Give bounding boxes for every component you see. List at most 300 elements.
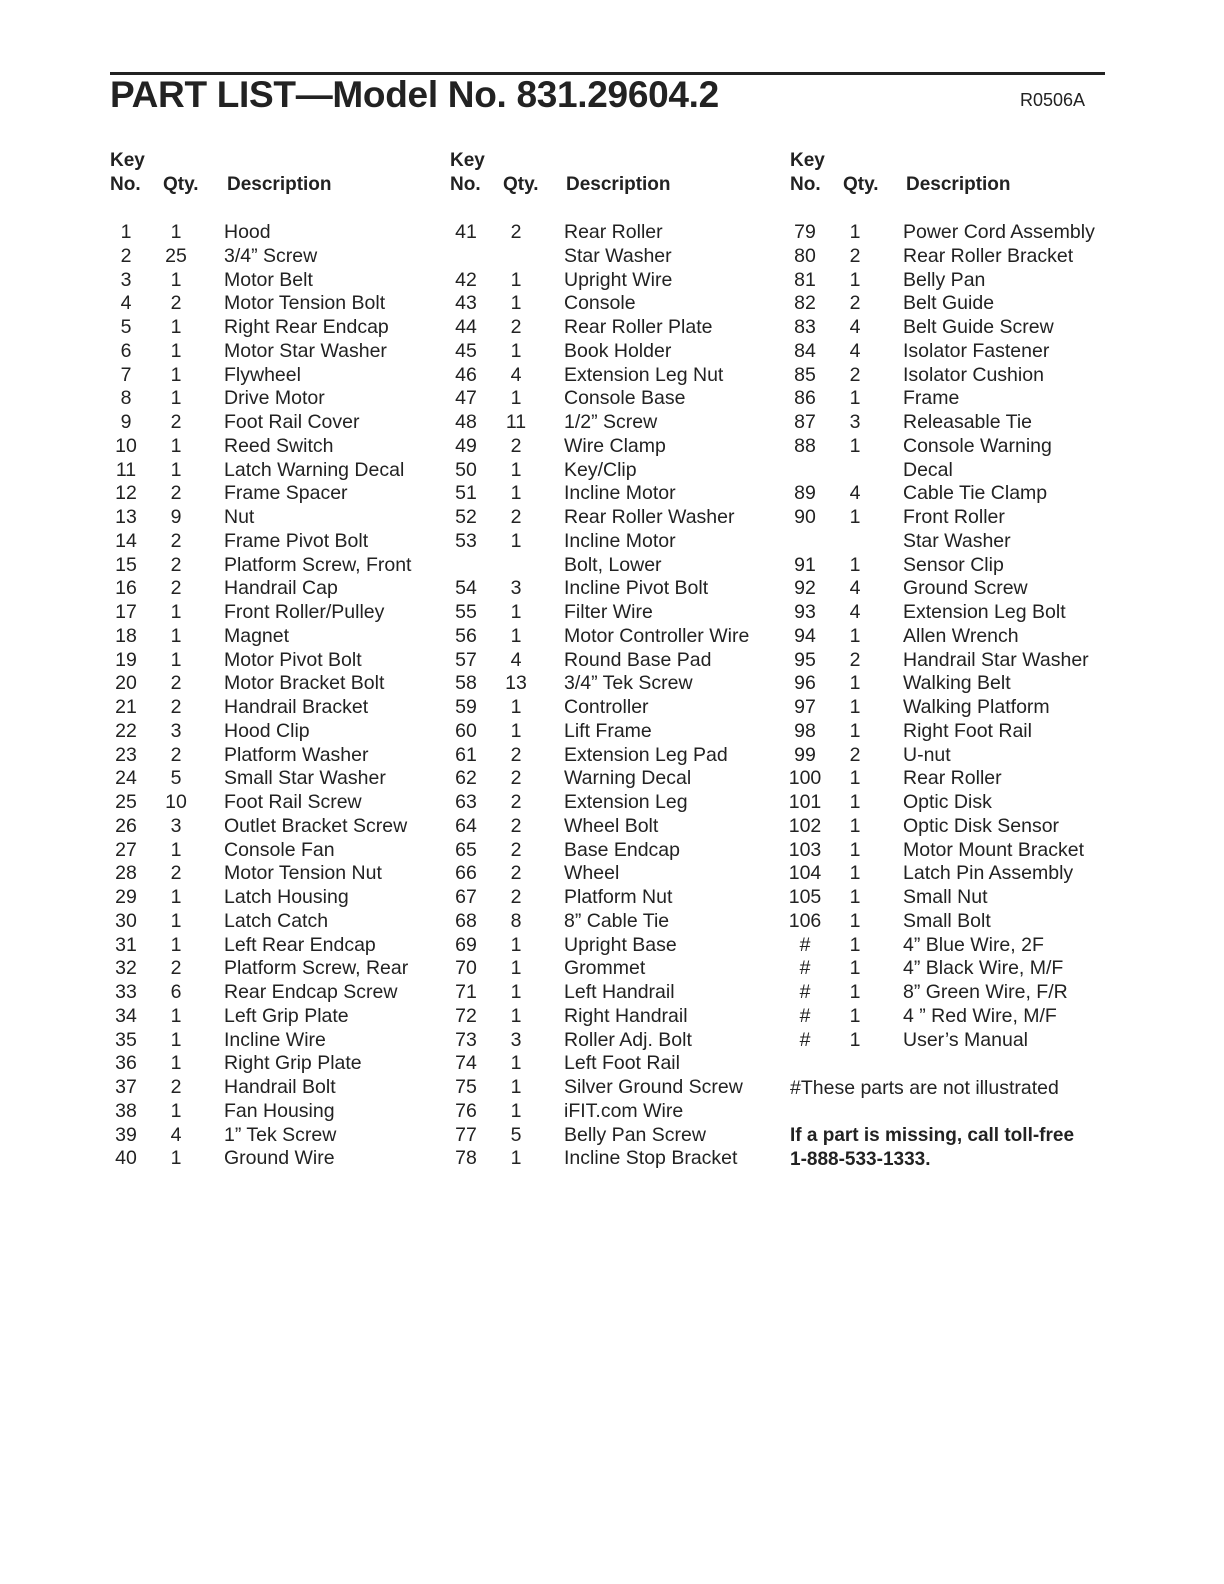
part-key-no: 36: [115, 1052, 137, 1075]
part-description: 3/4” Screw: [224, 244, 318, 267]
part-description: Upright Base: [564, 933, 677, 956]
part-key-no: 62: [455, 767, 477, 790]
part-qty: 1: [170, 909, 182, 932]
part-description: Console Warning: [903, 434, 1052, 457]
part-qty: 2: [170, 696, 182, 718]
part-description: Small Bolt: [903, 909, 991, 932]
part-qty: 13: [505, 672, 527, 695]
part-qty: 1: [849, 221, 861, 243]
part-key-no: 102: [788, 814, 822, 837]
part-key-no: 77: [455, 1123, 477, 1146]
part-key-no: 22: [115, 719, 137, 742]
part-qty: 1: [849, 1028, 861, 1051]
col3-header-no: No.: [790, 174, 821, 195]
part-key-no: 59: [455, 696, 477, 718]
part-key-no: 14: [115, 529, 137, 552]
part-qty: 9: [170, 506, 182, 528]
part-key-no: 101: [788, 791, 822, 813]
part-qty: 1: [849, 814, 861, 837]
part-description: Extension Leg Pad: [564, 743, 728, 766]
part-description: 1” Tek Screw: [224, 1123, 337, 1146]
part-qty: 2: [170, 1076, 182, 1098]
part-qty: 1: [510, 1076, 522, 1098]
part-key-no: 16: [115, 577, 137, 600]
part-description: Console Fan: [224, 838, 335, 861]
part-qty: 1: [849, 957, 861, 980]
part-key-no: 64: [455, 814, 477, 837]
part-description: Belly Pan: [903, 268, 986, 291]
part-qty: 2: [510, 862, 522, 885]
part-qty: 1: [849, 981, 861, 1003]
missing-part-note: If a part is missing, call toll-free: [790, 1125, 1075, 1146]
part-description: Platform Washer: [224, 743, 369, 766]
part-key-no: 100: [788, 767, 822, 790]
part-description: Rear Endcap Screw: [224, 981, 398, 1003]
part-key-no: 99: [794, 743, 816, 766]
part-description: Frame Spacer: [224, 482, 348, 505]
part-qty: 1: [510, 292, 522, 315]
part-qty: 1: [170, 1147, 182, 1170]
part-description: User’s Manual: [903, 1028, 1028, 1051]
part-key-no: 66: [455, 862, 477, 885]
part-description: Round Base Pad: [564, 648, 712, 671]
part-qty: 4: [849, 601, 861, 623]
part-qty: 4: [849, 482, 861, 505]
part-description: Rear Roller Washer: [564, 506, 735, 528]
part-description: Platform Screw, Rear: [224, 957, 409, 980]
part-qty: 1: [170, 387, 182, 410]
part-qty: 1: [170, 339, 182, 362]
part-description: Bolt, Lower: [564, 553, 662, 576]
part-key-no: 35: [115, 1028, 137, 1051]
part-key-no: 92: [794, 577, 816, 600]
part-qty: 2: [510, 791, 522, 813]
part-qty: 2: [170, 672, 182, 695]
part-key-no: 45: [455, 339, 477, 362]
part-key-no: 15: [115, 553, 137, 576]
part-qty: 1: [510, 981, 522, 1003]
part-qty: 1: [510, 458, 522, 481]
part-qty: 1: [170, 316, 182, 338]
part-key-no: 20: [115, 672, 137, 695]
part-key-no: #: [799, 933, 811, 956]
part-description: Incline Pivot Bolt: [564, 577, 709, 600]
part-key-no: 25: [115, 791, 137, 813]
part-qty: 1: [849, 624, 861, 647]
part-description: U-nut: [903, 743, 951, 766]
part-qty: 2: [849, 648, 861, 671]
part-qty: 1: [510, 957, 522, 980]
part-key-no: 1: [120, 221, 132, 243]
part-description: Nut: [224, 506, 255, 528]
part-key-no: 74: [455, 1052, 477, 1075]
part-key-no: 5: [120, 316, 132, 338]
part-qty: 6: [170, 981, 182, 1003]
part-key-no: 97: [794, 696, 816, 718]
part-qty: 2: [510, 814, 522, 837]
part-key-no: 106: [788, 909, 822, 932]
part-description: Book Holder: [564, 339, 672, 362]
part-description: Small Nut: [903, 886, 988, 908]
part-description: Rear Roller Plate: [564, 316, 713, 338]
part-description: Warning Decal: [564, 767, 692, 790]
part-description: Front Roller/Pulley: [224, 601, 385, 623]
part-qty: 1: [170, 1028, 182, 1051]
part-qty: 2: [510, 506, 522, 528]
part-key-no: 2: [120, 244, 132, 267]
col3-header-key: Key: [790, 150, 825, 171]
part-qty: 1: [170, 838, 182, 861]
part-qty: 5: [170, 767, 182, 790]
part-key-no: 93: [794, 601, 816, 623]
part-qty: 2: [510, 886, 522, 908]
part-description: Decal: [903, 458, 953, 481]
part-description: Belly Pan Screw: [564, 1123, 706, 1146]
part-description: Motor Mount Bracket: [903, 838, 1084, 861]
part-key-no: 28: [115, 862, 137, 885]
part-key-no: 33: [115, 981, 137, 1003]
part-key-no: 76: [455, 1099, 477, 1122]
part-qty: 2: [170, 292, 182, 315]
part-key-no: 34: [115, 1004, 137, 1027]
part-description: Latch Housing: [224, 886, 349, 908]
part-qty: 2: [849, 292, 861, 315]
part-qty: 1: [170, 363, 182, 386]
part-qty: 1: [849, 387, 861, 410]
part-description: Isolator Cushion: [903, 363, 1044, 386]
part-key-no: 71: [455, 981, 477, 1003]
part-description: 3/4” Tek Screw: [564, 672, 693, 695]
part-description: Upright Wire: [564, 268, 673, 291]
part-description: Rear Roller Bracket: [903, 244, 1074, 267]
part-qty: 3: [170, 814, 182, 837]
part-description: Flywheel: [224, 363, 301, 386]
part-qty: 1: [510, 339, 522, 362]
col2-header-key: Key: [450, 150, 485, 171]
part-qty: 2: [510, 743, 522, 766]
part-description: Fan Housing: [224, 1099, 335, 1122]
part-description: Incline Motor: [564, 529, 676, 552]
part-key-no: 43: [455, 292, 477, 315]
part-key-no: #: [799, 1004, 811, 1027]
part-key-no: 67: [455, 886, 477, 908]
part-description: Extension Leg Bolt: [903, 601, 1066, 623]
part-qty: 1: [849, 434, 861, 457]
toll-free-number: 1-888-533-1333.: [790, 1149, 931, 1170]
part-qty: 1: [510, 1052, 522, 1075]
part-description: Releasable Tie: [903, 411, 1032, 433]
part-key-no: 4: [120, 292, 132, 315]
part-key-no: 18: [115, 624, 137, 647]
part-qty: 1: [510, 933, 522, 956]
part-key-no: 72: [455, 1004, 477, 1027]
part-qty: 1: [170, 933, 182, 956]
part-key-no: 78: [455, 1147, 477, 1170]
part-description: Star Washer: [564, 244, 672, 267]
part-description: 8” Cable Tie: [564, 909, 670, 932]
part-qty: 2: [510, 838, 522, 861]
part-description: Right Handrail: [564, 1004, 688, 1027]
part-description: Extension Leg: [564, 791, 688, 813]
part-qty: 4: [849, 316, 861, 338]
part-qty: 1: [510, 268, 522, 291]
part-key-no: 68: [455, 909, 477, 932]
col3-header-desc: Description: [906, 174, 1011, 195]
part-description: Console: [564, 292, 636, 315]
part-key-no: 61: [455, 743, 477, 766]
part-key-no: 3: [120, 268, 132, 291]
part-qty: 1: [170, 601, 182, 623]
part-qty: 2: [170, 482, 182, 505]
part-description: Motor Controller Wire: [564, 624, 750, 647]
part-key-no: 86: [794, 387, 816, 410]
part-description: Belt Guide Screw: [903, 316, 1054, 338]
part-description: Star Washer: [903, 529, 1011, 552]
part-key-no: 44: [455, 316, 477, 338]
part-qty: 3: [170, 719, 182, 742]
part-qty: 1: [849, 1004, 861, 1027]
part-description: Drive Motor: [224, 387, 325, 410]
part-description: Outlet Bracket Screw: [224, 814, 408, 837]
part-key-no: 24: [115, 767, 137, 790]
part-key-no: 63: [455, 791, 477, 813]
part-key-no: #: [799, 981, 811, 1003]
part-qty: 2: [510, 221, 522, 243]
part-key-no: 42: [455, 268, 477, 291]
part-key-no: 104: [788, 862, 822, 885]
part-key-no: 53: [455, 529, 477, 552]
part-description: Optic Disk Sensor: [903, 814, 1060, 837]
col1-header-no: No.: [110, 174, 141, 195]
part-qty: 2: [170, 529, 182, 552]
part-description: Hood Clip: [224, 719, 310, 742]
part-qty: 1: [849, 862, 861, 885]
part-description: Right Foot Rail: [903, 719, 1032, 742]
part-key-no: 19: [115, 648, 137, 671]
part-description: 1/2” Screw: [564, 411, 658, 433]
part-key-no: 29: [115, 886, 137, 908]
part-description: Latch Pin Assembly: [903, 862, 1074, 885]
col1-header-qty: Qty.: [163, 174, 199, 195]
part-qty: 2: [510, 434, 522, 457]
part-key-no: 38: [115, 1099, 137, 1122]
part-key-no: 7: [120, 363, 132, 386]
part-qty: 1: [170, 434, 182, 457]
part-description: Left Rear Endcap: [224, 933, 376, 956]
part-qty: 4: [510, 363, 522, 386]
part-qty: 1: [170, 886, 182, 908]
part-qty: 11: [505, 411, 527, 433]
part-description: Key/Clip: [564, 458, 637, 481]
part-description: Walking Platform: [903, 696, 1050, 718]
part-description: Grommet: [564, 957, 646, 980]
part-key-no: 83: [794, 316, 816, 338]
part-description: Ground Screw: [903, 577, 1028, 600]
part-key-no: 84: [794, 339, 816, 362]
part-key-no: #: [799, 957, 811, 980]
part-description: Incline Stop Bracket: [564, 1147, 738, 1170]
part-key-no: 70: [455, 957, 477, 980]
part-key-no: 23: [115, 743, 137, 766]
part-description: Magnet: [224, 624, 290, 647]
part-description: Roller Adj. Bolt: [564, 1028, 692, 1051]
part-description: Base Endcap: [564, 838, 681, 861]
part-qty: 1: [510, 529, 522, 552]
part-description: Motor Tension Nut: [224, 862, 382, 885]
part-key-no: 13: [115, 506, 137, 528]
part-key-no: 69: [455, 933, 477, 956]
part-description: Wire Clamp: [564, 434, 666, 457]
part-qty: 25: [165, 244, 187, 267]
part-qty: 3: [849, 411, 861, 433]
part-qty: 1: [849, 672, 861, 695]
part-qty: 1: [170, 1004, 182, 1027]
part-qty: 2: [849, 244, 861, 267]
part-description: 4 ” Red Wire, M/F: [903, 1004, 1057, 1027]
part-qty: 2: [170, 743, 182, 766]
part-description: Frame Pivot Bolt: [224, 529, 369, 552]
part-qty: 1: [510, 696, 522, 718]
part-description: Sensor Clip: [903, 553, 1004, 576]
part-qty: 1: [849, 719, 861, 742]
part-qty: 1: [170, 458, 182, 481]
part-key-no: 48: [455, 411, 477, 433]
col2-header-desc: Description: [566, 174, 671, 195]
part-qty: 4: [170, 1123, 182, 1146]
part-key-no: 12: [115, 482, 137, 505]
part-qty: 2: [170, 411, 182, 433]
col1-header-desc: Description: [227, 174, 332, 195]
part-qty: 1: [849, 696, 861, 718]
part-key-no: 41: [455, 221, 477, 243]
part-description: 8” Green Wire, F/R: [903, 981, 1068, 1003]
col2-header-qty: Qty.: [503, 174, 539, 195]
part-qty: 1: [510, 482, 522, 505]
part-qty: 1: [849, 886, 861, 908]
part-qty: 1: [510, 1004, 522, 1027]
part-description: Frame: [903, 387, 960, 410]
part-qty: 1: [849, 838, 861, 861]
part-qty: 2: [170, 577, 182, 600]
part-key-no: 51: [455, 482, 477, 505]
part-description: Handrail Cap: [224, 577, 338, 600]
part-description: Right Rear Endcap: [224, 316, 389, 338]
part-key-no: 6: [120, 339, 132, 362]
part-qty: 2: [510, 767, 522, 790]
not-illustrated-note: #These parts are not illustrated: [790, 1077, 1059, 1099]
part-qty: 1: [849, 909, 861, 932]
part-qty: 1: [170, 624, 182, 647]
part-key-no: 10: [115, 434, 137, 457]
part-key-no: 89: [794, 482, 816, 505]
part-description: Latch Catch: [224, 909, 329, 932]
part-description: Incline Motor: [564, 482, 676, 505]
col3-header-qty: Qty.: [843, 174, 879, 195]
part-qty: 1: [170, 1099, 182, 1122]
part-key-no: 52: [455, 506, 477, 528]
part-description: Incline Wire: [224, 1028, 326, 1051]
part-key-no: 105: [788, 886, 822, 908]
part-description: Silver Ground Screw: [564, 1076, 743, 1098]
part-description: Ground Wire: [224, 1147, 335, 1170]
part-qty: 4: [849, 339, 861, 362]
part-key-no: 8: [120, 387, 132, 410]
part-key-no: 58: [455, 672, 477, 695]
part-qty: 2: [849, 743, 861, 766]
part-description: Controller: [564, 696, 649, 718]
part-description: Latch Warning Decal: [224, 458, 405, 481]
part-qty: 4: [849, 577, 861, 600]
part-key-no: 49: [455, 434, 477, 457]
part-description: Motor Belt: [224, 268, 313, 291]
part-description: Allen Wrench: [903, 624, 1019, 647]
part-description: Filter Wire: [564, 601, 653, 623]
part-key-no: 26: [115, 814, 137, 837]
part-key-no: 56: [455, 624, 477, 647]
part-qty: 2: [170, 957, 182, 980]
part-qty: 1: [849, 767, 861, 790]
part-qty: 1: [170, 268, 182, 291]
part-key-no: 95: [794, 648, 816, 671]
part-description: Optic Disk: [903, 791, 992, 813]
part-description: Belt Guide: [903, 292, 995, 315]
part-qty: 1: [510, 387, 522, 410]
part-description: Motor Pivot Bolt: [224, 648, 362, 671]
part-qty: 1: [849, 506, 861, 528]
part-description: Small Star Washer: [224, 767, 386, 790]
part-key-no: 103: [788, 838, 822, 861]
part-key-no: 82: [794, 292, 816, 315]
part-key-no: 50: [455, 458, 477, 481]
part-key-no: 21: [115, 696, 137, 718]
part-key-no: 96: [794, 672, 816, 695]
part-description: Foot Rail Cover: [224, 411, 360, 433]
part-key-no: 32: [115, 957, 137, 980]
part-qty: 1: [510, 1099, 522, 1122]
part-qty: 4: [510, 648, 522, 671]
part-description: Motor Star Washer: [224, 339, 387, 362]
part-qty: 1: [510, 601, 522, 623]
part-description: 4” Black Wire, M/F: [903, 957, 1064, 980]
part-key-no: 91: [794, 553, 816, 576]
part-qty: 1: [849, 791, 861, 813]
part-description: Handrail Bolt: [224, 1076, 336, 1098]
part-qty: 10: [165, 791, 187, 813]
part-qty: 1: [510, 719, 522, 742]
part-qty: 2: [170, 553, 182, 576]
part-description: Console Base: [564, 387, 686, 410]
part-qty: 1: [510, 1147, 522, 1170]
part-qty: 1: [170, 221, 182, 243]
part-key-no: 80: [794, 244, 816, 267]
part-description: Left Grip Plate: [224, 1004, 349, 1027]
part-description: Extension Leg Nut: [564, 363, 724, 386]
part-qty: 1: [510, 624, 522, 647]
part-qty: 3: [510, 1028, 522, 1051]
part-key-no: 54: [455, 577, 477, 600]
part-key-no: 75: [455, 1076, 477, 1098]
part-key-no: 17: [115, 601, 137, 623]
part-key-no: 57: [455, 648, 477, 671]
part-qty: 1: [849, 933, 861, 956]
page-title: PART LIST—Model No. 831.29604.2: [110, 74, 719, 115]
part-description: Motor Bracket Bolt: [224, 672, 385, 695]
part-key-no: 94: [794, 624, 816, 647]
part-key-no: 27: [115, 838, 137, 861]
part-description: Foot Rail Screw: [224, 791, 362, 813]
part-description: Lift Frame: [564, 719, 652, 742]
part-description: Front Roller: [903, 506, 1005, 528]
